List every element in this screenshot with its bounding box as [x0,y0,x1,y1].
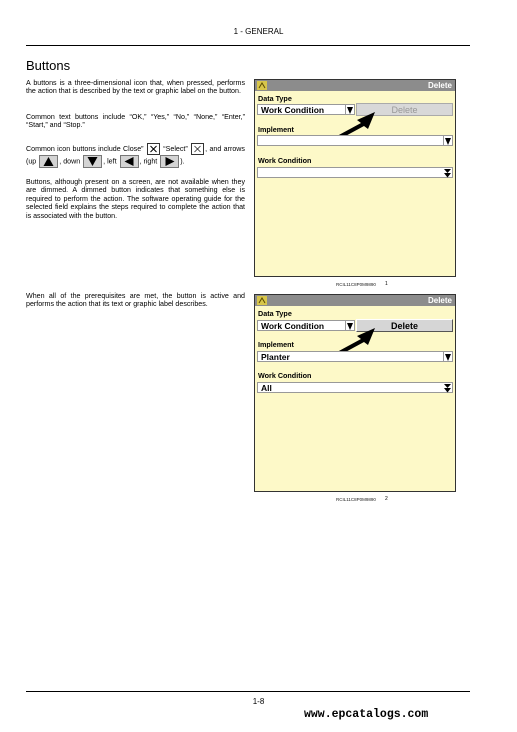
app-logo-icon [257,296,267,305]
delete-button-active[interactable]: Delete [356,319,453,332]
arrow-up-icon [39,155,58,168]
figure-2-number: 2 [385,496,388,502]
figure-1-title: Delete [427,81,452,90]
arrow-right-icon [160,155,179,168]
app-logo-icon [257,81,267,90]
watermark-url: www.epcatalogs.com [304,708,429,721]
implement-select[interactable] [257,135,453,146]
arrow-left-icon [120,155,139,168]
data-type-value: Work Condition [261,105,325,115]
work-condition-select[interactable] [257,382,453,393]
figure-2-title: Delete [427,296,452,305]
icon-buttons-text-4: , down [59,157,81,166]
data-type-label: Data Type [258,94,292,103]
double-chevron-down-icon [443,168,452,178]
implement-label: Implement [258,125,294,134]
paragraph-dimmed-buttons: Buttons, although present on a screen, are not available when they are dimmed. A dimmed button indicates that something else is required to perform the action. The software operating guide for the selected field explains the steps required to complete the action that is associated with the button. [26,178,245,220]
delete-button-dimmed[interactable]: Delete [356,103,453,116]
icon-buttons-text-6: , right [139,157,158,166]
chevron-down-icon [443,136,452,146]
work-condition-label: Work Condition [258,371,312,380]
icon-buttons-text-2: “Select” [163,144,188,153]
icon-buttons-text-1: Common icon buttons include Close” [26,144,144,153]
section-heading: Buttons [26,58,71,73]
footer-rule [26,691,470,692]
double-chevron-down-icon [443,383,452,393]
figure-2-caption: RCIL11C8P0M9890 [336,497,376,502]
figure-2-screen [254,294,456,492]
header-rule [26,45,470,46]
chevron-down-icon [443,352,452,362]
figure-1-titlebar [255,80,455,91]
implement-label: Implement [258,340,294,349]
data-type-label: Data Type [258,309,292,318]
data-type-value: Work Condition [261,321,325,331]
paragraph-text-buttons: Common text buttons include “OK,” “Yes,” “No,” “None,” “Enter,” “Start,” and “Stop.” [26,113,245,130]
page-header-title: 1 - GENERAL [233,27,284,36]
icon-buttons-text-3: , and arrows (up [26,144,245,166]
figure-2-titlebar [255,295,455,306]
paragraph-icon-buttons [26,143,245,168]
work-condition-value: All [261,383,272,393]
figure-1-screen [254,79,456,277]
work-condition-select[interactable] [257,167,453,178]
paragraph-definition: A buttons is a three-dimensional icon that, when pressed, performs the action that is described by the text or graphic label on the button. [26,79,245,96]
icon-buttons-text-5: , left [103,157,117,166]
arrow-down-icon [83,155,102,168]
implement-select[interactable] [257,351,453,362]
work-condition-label: Work Condition [258,156,312,165]
select-icon [191,143,204,155]
implement-value: Planter [261,352,290,362]
close-icon [147,143,160,155]
paragraph-active-buttons: When all of the prerequisites are met, the button is active and performs the action that its text or graphic label describes. [26,292,245,309]
page-number: 1-8 [252,697,265,706]
figure-1-number: 1 [385,281,388,287]
icon-buttons-text-7: ). [180,157,185,166]
figure-1-caption: RCIL11C8P0M9890 [336,282,376,287]
